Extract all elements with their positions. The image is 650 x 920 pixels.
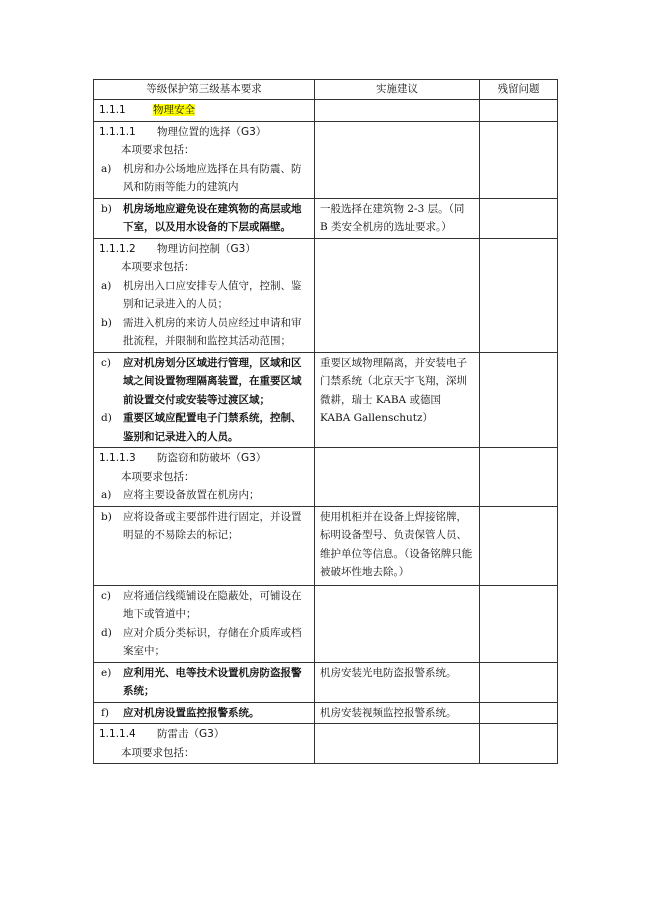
list-item: b) 应将设备或主要部件进行固定，并设置明显的不易除去的标记；: [101, 510, 302, 541]
table-header-row: [94, 80, 558, 100]
list-item: b) 机房场地应避免设在建筑物的高层或地下室，以及用水设备的下层或隔壁。: [101, 202, 302, 233]
table-row: [94, 662, 558, 702]
table-row: [94, 238, 558, 352]
intro-text: 本项要求包括：: [121, 144, 195, 156]
advice-cell: 机房安装光电防盗报警系统。: [315, 662, 480, 702]
table-row: [94, 100, 558, 122]
list-item: d) 重要区域应配置电子门禁系统，控制、鉴别和记录进入的人员。: [101, 412, 302, 443]
list-item: a) 机房和办公场地应选择在具有防震、防风和防雨等能力的建筑内: [101, 162, 302, 193]
list-item: d) 应对介质分类标识，存储在介质库或档案室中；: [101, 626, 302, 657]
section-heading: [94, 100, 315, 122]
table-row: [94, 702, 558, 724]
section-number: 1.1.1: [99, 104, 126, 116]
list-item: f) 应对机房设置监控报警系统。: [101, 706, 260, 719]
requirements-table: [93, 79, 558, 764]
table-row: [94, 448, 558, 507]
subsection-heading: 1.1.1.4 防雷击（G3）: [99, 728, 225, 740]
table-row: [94, 198, 558, 238]
list-item: a) 机房出入口应安排专人值守，控制、鉴别和记录进入的人员；: [101, 279, 302, 310]
subsection-heading: 1.1.1.1 物理位置的选择（G3）: [99, 125, 267, 138]
header-requirements: 等级保护第三级基本要求: [94, 80, 315, 100]
list-item: c) 应对机房划分区域进行管理，区域和区域之间设置物理隔离装置，在重要区域前设置交付或安装等过渡区域；: [101, 356, 302, 406]
table-row: [94, 585, 558, 662]
table-row: [94, 724, 558, 764]
list-item: e) 应利用光、电等技术设置机房防盗报警系统；: [101, 666, 302, 697]
subsection-heading: 1.1.1.2 物理访问控制（G3）: [99, 242, 256, 255]
list-item: a) 应将主要设备放置在机房内；: [101, 489, 260, 501]
subsection-heading: 1.1.1.3 防盗窃和防破坏（G3）: [99, 452, 267, 464]
table-row: [94, 121, 558, 198]
advice-cell: 重要区域物理隔离，并安装电子门禁系统（北京天宇飞翔，深圳微耕，瑞士 KABA 或德国 KABA Gallenschutz）: [315, 352, 480, 448]
list-item: c) 应将通信线缆铺设在隐蔽处，可铺设在地下或管道中；: [101, 589, 302, 620]
header-residual-issues: 残留问题: [480, 80, 558, 100]
advice-cell: 机房安装视频监控报警系统。: [315, 702, 480, 724]
intro-text: 本项要求包括：: [121, 746, 195, 759]
section-title: 物理安全: [153, 104, 195, 116]
advice-cell: 一般选择在建筑物 2-3 层。（同 B 类安全机房的选址要求。）: [315, 198, 480, 238]
table-row: [94, 352, 558, 448]
header-advice: 实施建议: [315, 80, 480, 100]
intro-text: 本项要求包括：: [121, 470, 195, 483]
list-item: b) 需进入机房的来访人员应经过申请和审批流程，并限制和监控其活动范围；: [101, 316, 302, 347]
table-row: [94, 506, 558, 585]
intro-text: 本项要求包括：: [121, 261, 195, 273]
advice-cell: 使用机柜并在设备上焊接铭牌，标明设备型号、负责保管人员、维护单位等信息。（设备铭牌只能被破坏性地去除。）: [315, 506, 480, 585]
